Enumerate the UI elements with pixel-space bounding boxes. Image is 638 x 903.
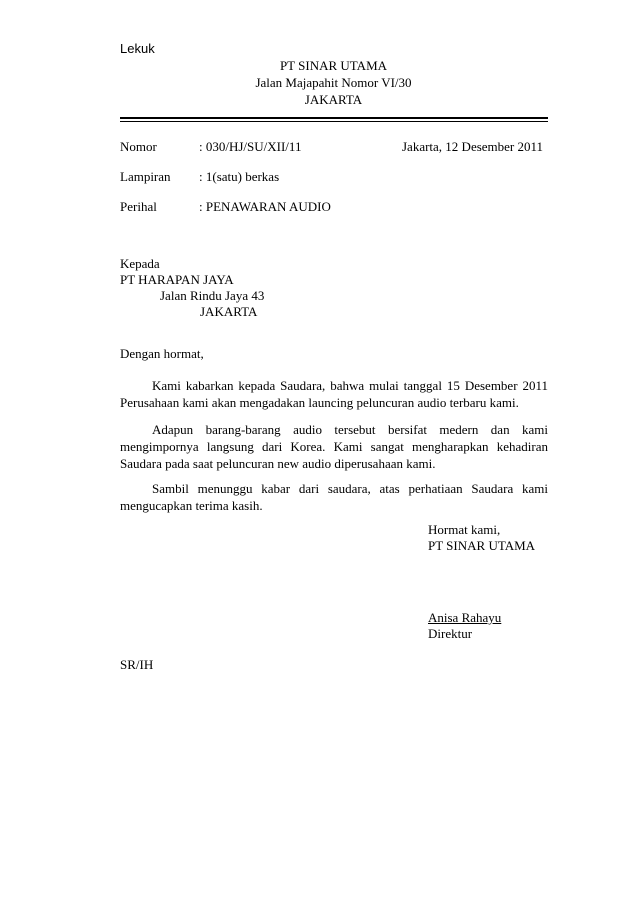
letterhead-city: JAKARTA: [304, 92, 363, 107]
lampiran-label: Lampiran: [120, 169, 171, 184]
body-paragraph-3: [120, 480, 548, 514]
letterhead-address: Jalan Majapahit Nomor VI/30: [255, 75, 412, 90]
signer-name: Anisa Rahayu: [428, 610, 502, 625]
body-paragraph-2: [120, 421, 548, 472]
recipient-city: JAKARTA: [200, 304, 258, 319]
letterhead-rule-thick: [120, 117, 548, 119]
recipient-kepada: Kepada: [120, 256, 160, 271]
paragraph-2-text: Adapun barang-barang audio tersebut bersifat medern dan kami mengimpornya langsung dari Korea. Kami sangat mengharapkan kehadiran Saudara pada saat peluncuran new audio diperusahaan kami.: [120, 422, 548, 471]
paragraph-1-text: Kami kabarkan kepada Saudara, bahwa mulai tanggal 15 Desember 2011 Perusahaan kami akan mengadakan launcing peluncuran audio terbaru kami.: [120, 378, 548, 410]
salutation: Dengan hormat,: [120, 346, 204, 361]
closing-regards: Hormat kami,: [428, 522, 501, 537]
body-paragraph-1: [120, 377, 548, 411]
letterhead-rule-thin: [120, 121, 548, 122]
paragraph-3-text: Sambil menunggu kabar dari saudara, atas perhatiaan Saudara kami mengucapkan terima kasih.: [120, 481, 548, 513]
perihal-label: Perihal: [120, 199, 157, 214]
recipient-name: PT HARAPAN JAYA: [120, 272, 234, 287]
lampiran-value: : 1(satu) berkas: [199, 169, 280, 184]
reference-initials: SR/IH: [120, 657, 154, 672]
letter-date: Jakarta, 12 Desember 2011: [402, 139, 544, 154]
signer-title: Direktur: [428, 626, 473, 641]
perihal-value: : PENAWARAN AUDIO: [199, 199, 331, 214]
nomor-value: : 030/HJ/SU/XII/11: [199, 139, 302, 154]
recipient-address: Jalan Rindu Jaya 43: [160, 288, 265, 303]
nomor-label: Nomor: [120, 139, 157, 154]
letterhead-company: PT SINAR UTAMA: [279, 58, 388, 73]
closing-company: PT SINAR UTAMA: [428, 538, 536, 553]
document-tag: Lekuk: [120, 41, 155, 56]
